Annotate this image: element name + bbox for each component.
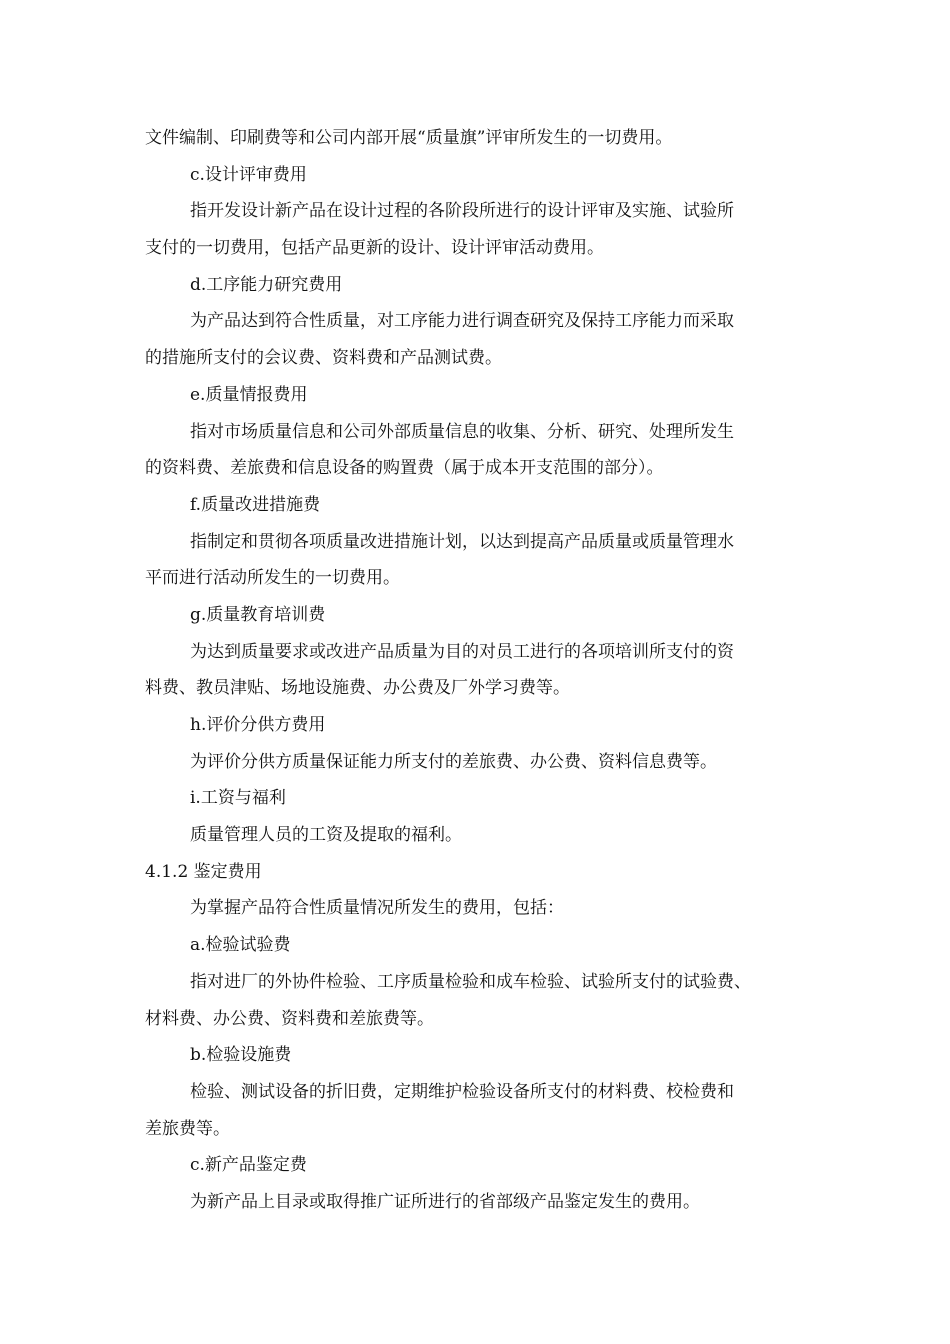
text-line: 平而进行活动所发生的一切费用。	[145, 568, 400, 589]
text-line: 指开发设计新产品在设计过程的各阶段所进行的设计评审及实施、试验所	[190, 201, 734, 222]
text-line: 检验、测试设备的折旧费，定期维护检验设备所支付的材料费、校检费和	[190, 1081, 734, 1102]
text-line: 为新产品上目录或取得推广证所进行的省部级产品鉴定发生的费用。	[190, 1191, 700, 1212]
text-line: 料费、教员津贴、场地设施费、办公费及厂外学习费等。	[145, 678, 570, 699]
text-line: 为掌握产品符合性质量情况所发生的费用，包括：	[190, 898, 564, 919]
item-heading: h.评价分供方费用	[190, 715, 326, 735]
item-heading: a.检验试验费	[190, 935, 291, 956]
document-body	[145, 120, 805, 1221]
item-heading: c.设计评审费用	[190, 164, 307, 185]
text-line: 为评价分供方质量保证能力所支付的差旅费、办公费、资料信息费等。	[190, 751, 717, 772]
text-line: 的资料费、差旅费和信息设备的购置费（属于成本开支范围的部分）。	[145, 458, 664, 479]
text-line: 差旅费等。	[145, 1118, 230, 1139]
text-line: 材料费、办公费、资料费和差旅费等。	[145, 1008, 434, 1029]
item-heading: i.工资与福利	[190, 788, 286, 809]
text-line: 文件编制、印刷费等和公司内部开展“质量旗”评审所发生的一切费用。	[145, 128, 673, 148]
text-line: 指制定和贯彻各项质量改进措施计划，以达到提高产品质量或质量管理水	[190, 531, 734, 552]
text-line: 的措施所支付的会议费、资料费和产品测试费。	[145, 348, 502, 369]
text-line: 质量管理人员的工资及提取的福利。	[190, 825, 462, 846]
item-heading: c.新产品鉴定费	[190, 1155, 307, 1176]
text-line: 支付的一切费用，包括产品更新的设计、设计评审活动费用。	[145, 238, 604, 259]
item-heading: b.检验设施费	[190, 1045, 292, 1066]
text-line: 指对进厂的外协件检验、工序质量检验和成车检验、试验所支付的试验费、	[190, 971, 751, 992]
text-line: 指对市场质量信息和公司外部质量信息的收集、分析、研究、处理所发生	[190, 421, 734, 442]
item-heading: g.质量教育培训费	[190, 604, 326, 625]
text-line: 为产品达到符合性质量，对工序能力进行调查研究及保持工序能力而采取	[190, 311, 734, 332]
item-heading: d.工序能力研究费用	[190, 274, 343, 295]
section-heading: 4.1.2 鉴定费用	[145, 861, 262, 882]
text-line: 为达到质量要求或改进产品质量为目的对员工进行的各项培训所支付的资	[190, 641, 734, 662]
item-heading: e.质量情报费用	[190, 384, 308, 405]
item-heading: f.质量改进措施费	[190, 494, 321, 515]
